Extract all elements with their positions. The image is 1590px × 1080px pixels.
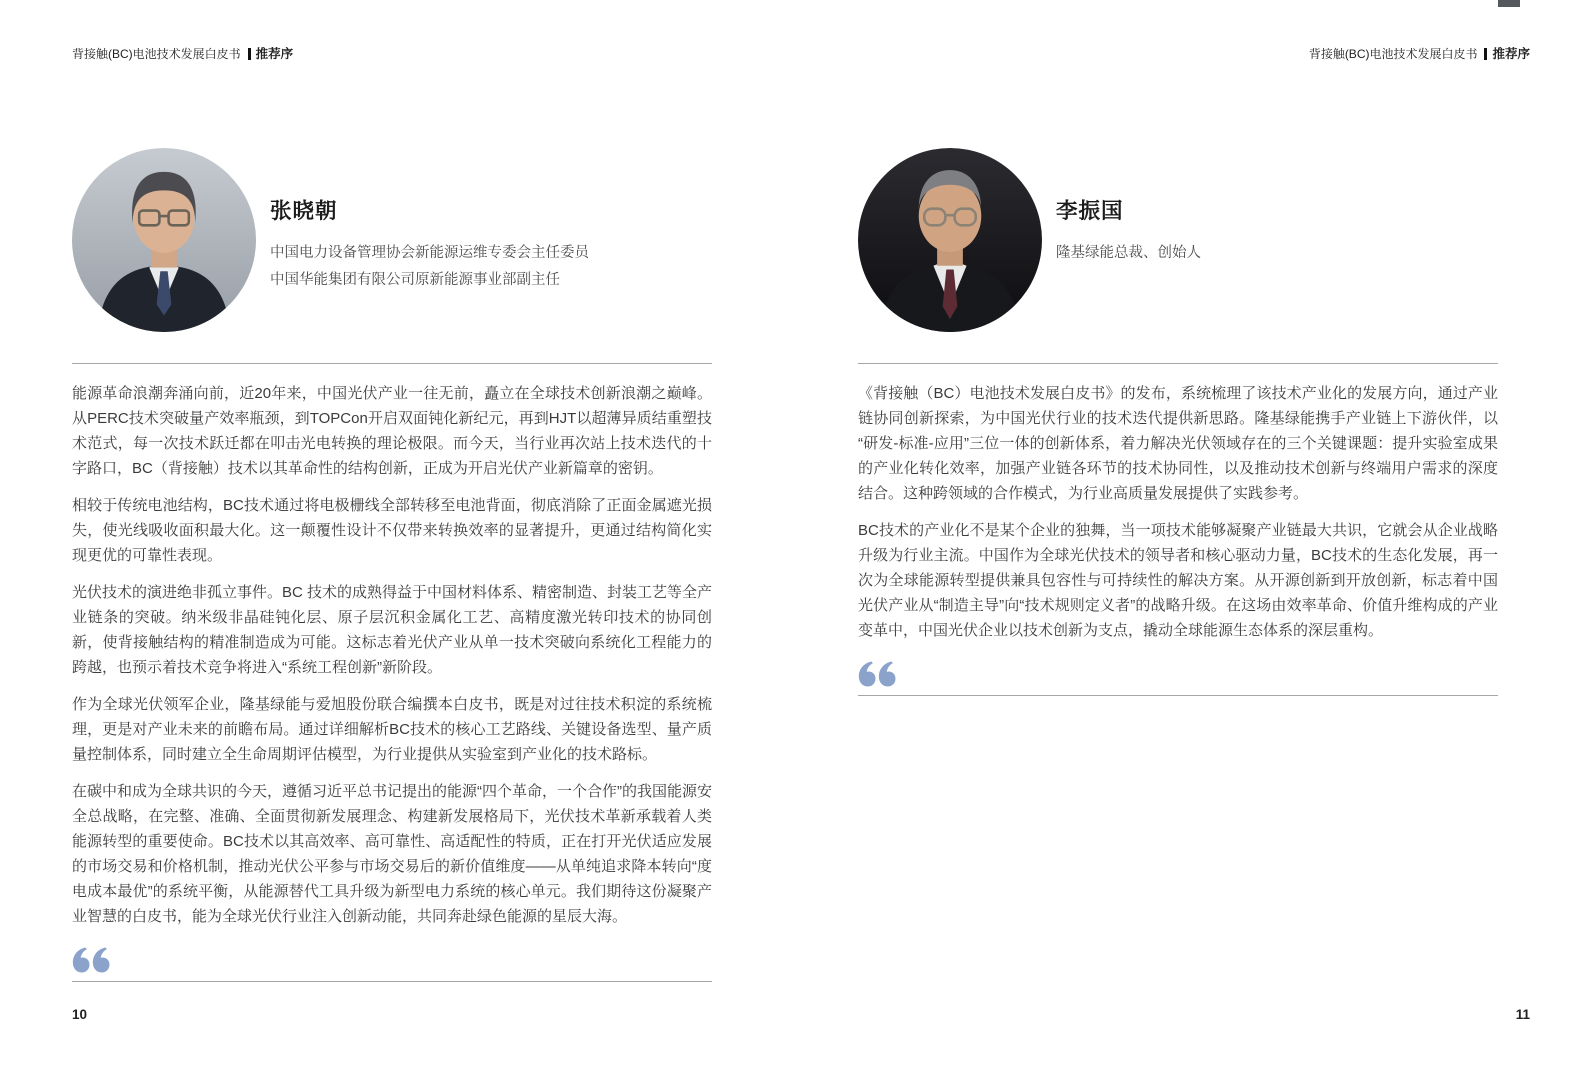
avatar-photo-lizhenguo: [858, 148, 1042, 332]
author-info-right: [1056, 194, 1486, 267]
portrait-illustration: [72, 148, 256, 332]
signature-quote-row: [72, 945, 712, 977]
running-head-divider: [248, 48, 251, 60]
running-head-book-title: 背接触(BC)电池技术发展白皮书: [72, 47, 241, 61]
avatar-photo-zhangxiaochao: [72, 148, 256, 332]
running-head-section: 推荐序: [1492, 47, 1530, 61]
profile-divider-rule: [72, 363, 712, 364]
author-name: 张晓朝: [270, 199, 338, 223]
page-left: [72, 0, 712, 1080]
preface-paragraph: 《背接触（BC）电池技术发展白皮书》的发布，系统梳理了该技术产业化的发展方向，通过产业链协同创新探索，为中国光伏行业的技术迭代提供新思路。隆基绿能携手产业链上下游伙伴，以“研发-标准-应用”三位一体的创新体系，着力解决光伏领域存在的三个关键课题：提升实验室成果的产业化转化效率，加强产业链各环节的技术协同性，以及推动技术创新与终端用户需求的深度结合。这种跨领域的合作模式，为行业高质量发展提供了实践参考。: [858, 385, 1498, 502]
running-head-left: [72, 44, 293, 62]
running-head-section: 推荐序: [255, 47, 294, 61]
page-number: 11: [1515, 1007, 1530, 1022]
corner-tab-mark: [1498, 0, 1520, 7]
portrait-illustration: [858, 148, 1042, 332]
running-head-right: [1309, 44, 1530, 62]
author-title-line: 中国电力设备管理协会新能源运维专委会主任委员: [270, 245, 589, 261]
preface-body-left: [72, 381, 712, 982]
running-head-divider: [1484, 48, 1487, 60]
signature-quote-row: [858, 659, 1498, 691]
preface-paragraph: 光伏技术的演进绝非孤立事件。BC 技术的成熟得益于中国材料体系、精密制造、封装工艺等全产业链条的突破。纳米级非晶硅钝化层、原子层沉积金属化工艺、高精度激光转印技术的协同创新，使背接触结构的精准制造成为可能。这标志着光伏产业从单一技术突破向系统化工程能力的跨越，也预示着技术竞争将进入“系统工程创新”新阶段。: [72, 584, 713, 676]
preface-paragraph: 能源革命浪潮奔涌向前，近20年来，中国光伏产业一往无前，矗立在全球技术创新浪潮之巅峰。从PERC技术突破量产效率瓶颈，到TOPCon开启双面钝化新纪元，再到HJT以超薄异质结重塑技术范式，每一次技术跃迁都在叩击光电转换的理论极限。而今天，当行业再次站上技术迭代的十字路口，BC（背接触）技术以其革命性的结构创新，正成为开启光伏产业新篇章的密钥。: [72, 385, 712, 477]
author-info-left: [270, 194, 700, 294]
closing-divider-rule: [72, 981, 712, 982]
closing-divider-rule: [858, 695, 1498, 696]
author-title-line: 隆基绿能总裁、创始人: [1056, 245, 1201, 261]
profile-divider-rule: [858, 363, 1498, 364]
author-title-line: 中国华能集团有限公司原新能源事业部副主任: [270, 272, 560, 288]
author-profile-right: [858, 148, 1498, 348]
author-profile-left: [72, 148, 712, 348]
page-right: [858, 0, 1530, 1080]
preface-paragraph: BC技术的产业化不是某个企业的独舞，当一项技术能够凝聚产业链最大共识，它就会从企业战略升级为行业主流。中国作为全球光伏技术的领导者和核心驱动力量，BC技术的生态化发展，再一次为全球能源转型提供兼具包容性与可持续性的解决方案。从开源创新到开放创新，标志着中国光伏产业从“制造主导”向“技术规则定义者”的战略升级。在这场由效率革命、价值升维构成的产业变革中，中国光伏企业以技术创新为支点，撬动全球能源生态体系的深层重构。: [858, 522, 1498, 639]
quote-icon: [858, 659, 898, 689]
page-number: 10: [72, 1007, 88, 1022]
preface-paragraph: 作为全球光伏领军企业，隆基绿能与爱旭股份联合编撰本白皮书，既是对过往技术积淀的系统梳理，更是对产业未来的前瞻布局。通过详细解析BC技术的核心工艺路线、关键设备选型、量产质量控制体系，同时建立全生命周期评估模型，为行业提供从实验室到产业化的技术路标。: [72, 696, 712, 763]
quote-icon: [72, 945, 112, 975]
author-name: 李振国: [1056, 199, 1124, 223]
preface-paragraph: 相较于传统电池结构，BC技术通过将电极栅线全部转移至电池背面，彻底消除了正面金属遮光损失，使光线吸收面积最大化。这一颠覆性设计不仅带来转换效率的显著提升，更通过结构简化实现更优的可靠性表现。: [72, 497, 712, 564]
preface-paragraph: 在碳中和成为全球共识的今天，遵循习近平总书记提出的能源“四个革命，一个合作”的我国能源安全总战略，在完整、准确、全面贯彻新发展理念、构建新发展格局下，光伏技术革新承载着人类能源转型的重要使命。BC技术以其高效率、高可靠性、高适配性的特质，正在打开光伏适应发展的市场交易和价格机制，推动光伏公平参与市场交易后的新价值维度——从单纯追求降本转向“度电成本最优”的系统平衡，从能源替代工具升级为新型电力系统的核心单元。我们期待这份凝聚产业智慧的白皮书，能为全球光伏行业注入创新动能，共同奔赴绿色能源的星辰大海。: [72, 783, 712, 925]
preface-body-right: [858, 381, 1498, 696]
running-head-book-title: 背接触(BC)电池技术发展白皮书: [1308, 47, 1478, 61]
